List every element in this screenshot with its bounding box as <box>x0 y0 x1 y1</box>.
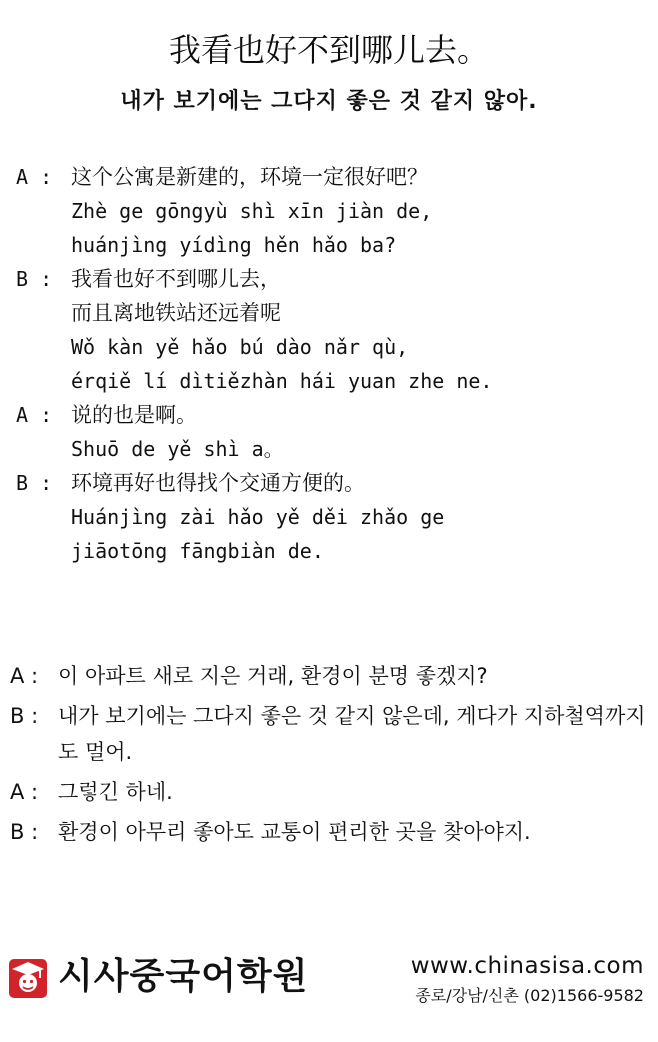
translation-row <box>10 774 650 810</box>
translation-row <box>10 698 650 770</box>
translation-text: 내가 보기에는 그다지 좋은 것 같지 않은데, 게다가 지하철역까지도 멀어. <box>58 704 646 764</box>
speaker-label: A : <box>16 165 53 189</box>
speaker-label: A : <box>10 780 39 804</box>
korean-translation <box>10 658 650 854</box>
pinyin-line: huánjìng yídìng hěn hǎo ba? <box>71 233 397 257</box>
academy-mascot-logo-icon <box>8 956 48 1000</box>
footer <box>0 940 658 1020</box>
page-title: 我看也好不到哪儿去。 <box>168 31 489 69</box>
chinese-line: 说的也是啊。 <box>71 403 197 427</box>
turn-lines <box>71 398 646 466</box>
dialogue-turn <box>16 160 646 262</box>
dialogue-turn <box>16 398 646 466</box>
brand-name: 시사중국어학원 <box>58 956 309 997</box>
translation-row <box>10 658 650 694</box>
pinyin-line: Zhè ge gōngyù shì xīn jiàn de, <box>71 199 433 223</box>
speaker-label: B : <box>10 704 39 728</box>
chinese-line: 环境再好也得找个交通方便的。 <box>71 471 365 495</box>
pinyin-line: Wǒ kàn yě hǎo bú dào nǎr qù, <box>71 335 409 359</box>
speaker-label: B : <box>16 267 53 291</box>
dialogue-turn <box>16 262 646 398</box>
speaker-label: B : <box>16 471 53 495</box>
turn-lines <box>71 262 646 398</box>
chinese-line: 我看也好不到哪儿去， <box>71 267 281 291</box>
pinyin-line: jiāotōng fāngbiàn de. <box>71 539 324 563</box>
speaker-label: A : <box>16 403 53 427</box>
website-link[interactable]: www.chinasisa.com <box>410 953 644 979</box>
translation-text: 그렇긴 하네. <box>58 780 173 804</box>
turn-lines <box>71 466 646 568</box>
speaker-label: A : <box>10 664 39 688</box>
translation-text: 환경이 아무리 좋아도 교통이 편리한 곳을 찾아야지. <box>58 820 531 844</box>
translation-row <box>10 814 650 850</box>
dialogue-turn <box>16 466 646 568</box>
chinese-dialogue <box>16 160 646 568</box>
chinese-line: 而且离地铁站还远着呢 <box>71 301 281 325</box>
chinese-line: 这个公寓是新建的，环境一定很好吧？ <box>71 165 428 189</box>
turn-lines <box>71 160 646 262</box>
pinyin-line: Huánjìng zài hǎo yě děi zhǎo ge <box>71 505 445 529</box>
branch-contact: 종로/강남/신촌 (02)1566-9582 <box>415 986 644 1005</box>
page-subtitle: 내가 보기에는 그다지 좋은 것 같지 않아. <box>120 89 538 114</box>
pinyin-line: érqiě lí dìtiězhàn hái yuan zhe ne. <box>71 369 493 393</box>
speaker-label: B : <box>10 820 39 844</box>
translation-text: 이 아파트 새로 지은 거래, 환경이 분명 좋겠지? <box>58 664 488 688</box>
pinyin-line: Shuō de yě shì a。 <box>71 437 284 461</box>
